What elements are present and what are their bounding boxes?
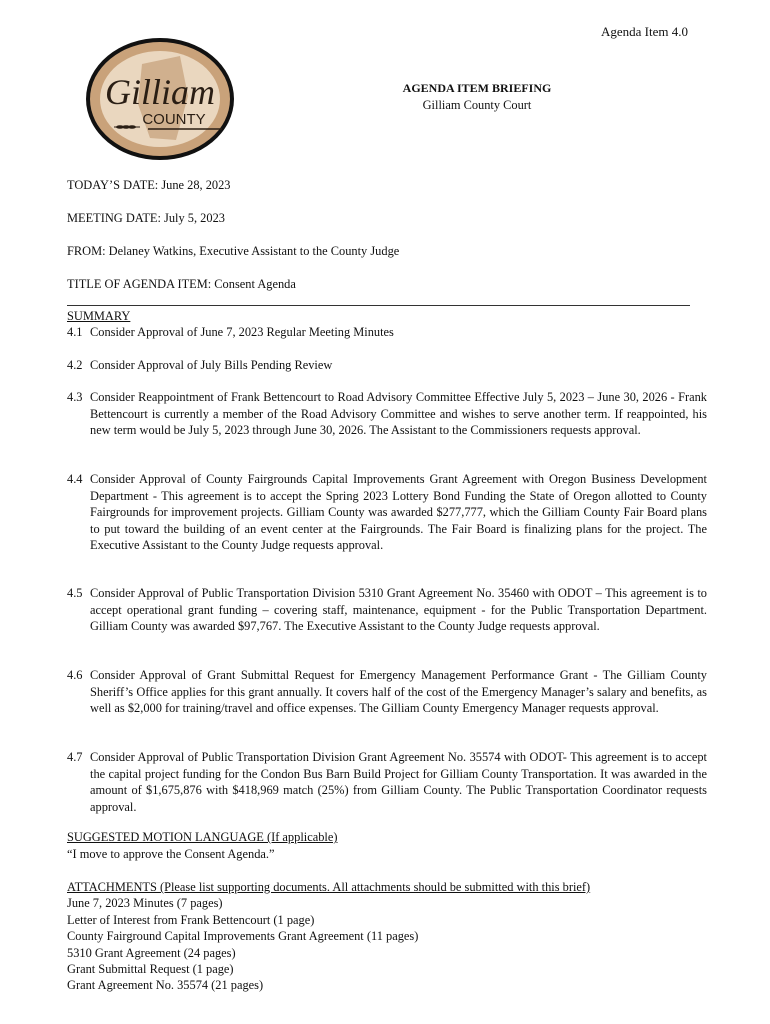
divider	[67, 305, 690, 306]
attachment-item: County Fairground Capital Improvements Grant Agreement (11 pages)	[67, 929, 419, 943]
item-number: 4.3	[67, 390, 83, 404]
todays-date: TODAY’S DATE: June 28, 2023	[67, 178, 231, 192]
attachment-item: Grant Submittal Request (1 page)	[67, 962, 234, 976]
meeting-date: MEETING DATE: July 5, 2023	[67, 211, 225, 225]
item-text: Consider Approval of Public Transportation Division 5310 Grant Agreement No. 35460 with ODOT – This agreement is to accept operational grant funding – covering staff, maintenance, equipment - for the Public Transportation Department. Gilliam County was awarded $97,767. The Executive Assistant to the County Judge requests approval.	[90, 586, 707, 633]
attachment-item: June 7, 2023 Minutes (7 pages)	[67, 896, 223, 910]
item-number: 4.7	[67, 750, 83, 764]
briefing-title: AGENDA ITEM BRIEFING	[402, 81, 552, 95]
gilliam-county-logo	[84, 36, 236, 162]
summary-item	[67, 667, 707, 717]
attachment-item: 5310 Grant Agreement (24 pages)	[67, 946, 236, 960]
item-text: Consider Approval of July Bills Pending Review	[90, 358, 333, 372]
logo-text-county: COUNTY	[142, 111, 206, 128]
attachment-item: Grant Agreement No. 35574 (21 pages)	[67, 978, 264, 992]
summary-item	[67, 471, 707, 554]
agenda-item-label: Agenda Item 4.0	[601, 24, 689, 39]
attachments-heading: ATTACHMENTS (Please list supporting documents. All attachments should be submitted with this brief)	[67, 880, 591, 894]
summary-item	[67, 585, 707, 635]
item-number: 4.6	[67, 668, 83, 682]
item-text: Consider Approval of County Fairgrounds Capital Improvements Grant Agreement with Oregon Business Development Department - This agreement is to accept the Spring 2023 Lottery Bond Funding the State of Oregon allotted to County Fairgrounds for improvement projects. Gilliam County was awarded $277,777, which the Gilliam County Fair Board plans to put toward the building of an event center at the Fairgrounds. The Fair Board is finalizing plans for the project. The Executive Assistant to the County Judge requests approval.	[90, 472, 707, 552]
logo-text-gilliam: Gilliam	[104, 72, 216, 112]
summary-item	[67, 324, 707, 341]
motion-heading: SUGGESTED MOTION LANGUAGE (If applicable)	[67, 830, 338, 844]
motion-text: “I move to approve the Consent Agenda.”	[67, 847, 275, 861]
item-number: 4.4	[67, 472, 83, 486]
from-line: FROM: Delaney Watkins, Executive Assistant to the County Judge	[67, 244, 400, 258]
item-text: Consider Approval of Public Transportation Division Grant Agreement No. 35574 with ODOT- This agreement is to accept the capital project funding for the Condon Bus Barn Build Project for Gilliam County Transportation. It was awarded in the amount of $1,675,876 with $418,969 match (25%) from Gilliam County. The Public Transportation Coordinator requests approval.	[90, 750, 707, 814]
agenda-title: TITLE OF AGENDA ITEM: Consent Agenda	[67, 277, 296, 291]
summary-item	[67, 357, 707, 374]
summary-item	[67, 389, 707, 439]
item-number: 4.1	[67, 325, 83, 339]
item-text: Consider Approval of June 7, 2023 Regular Meeting Minutes	[90, 325, 394, 339]
briefing-subtitle: Gilliam County Court	[422, 98, 532, 112]
item-text: Consider Approval of Grant Submittal Request for Emergency Management Performance Grant - The Gilliam County Sheriff’s Office applies for this grant annually. It covers half of the cost of the Emergency Manager’s salary and benefits, as well as $2,000 for training/travel and office expenses. The Gilliam County Emergency Manager requests approval.	[90, 668, 707, 715]
item-number: 4.2	[67, 358, 83, 372]
summary-item	[67, 749, 707, 815]
summary-heading: SUMMARY	[67, 309, 131, 323]
item-text: Consider Reappointment of Frank Bettencourt to Road Advisory Committee Effective July 5, 2023 – June 30, 2026 - Frank Bettencourt is currently a member of the Road Advisory Committee and wishes to serve another term. If reappointed, his new term would be July 5, 2023 through June 30, 2026. The Assistant to the Commissioners requests approval.	[90, 390, 707, 437]
attachment-item: Letter of Interest from Frank Bettencourt (1 page)	[67, 913, 315, 927]
item-number: 4.5	[67, 586, 83, 600]
